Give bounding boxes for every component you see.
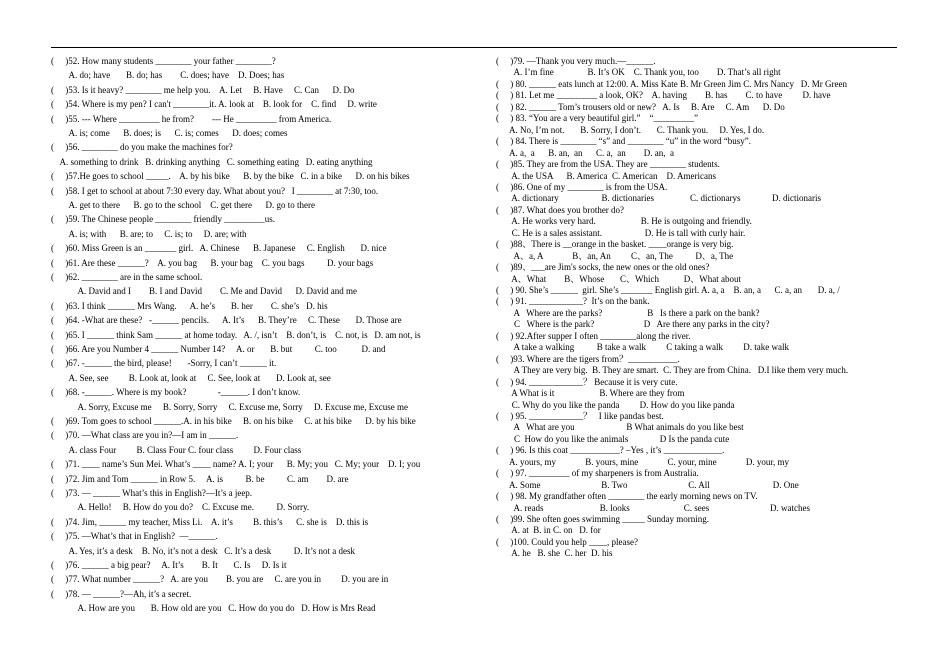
options-line: A. Some B. Two C. All D. One: [496, 479, 799, 490]
question-line: ( )59. The Chinese people ________ friendly _________us.: [51, 214, 276, 225]
question-line: ( )74. Jim, ______ my teacher, Miss Li. A. it’s B. this’s C. she is D. this is: [51, 516, 369, 527]
options-line: A. How are you B. How old are you C. How do you do D. How is Mrs Read: [51, 603, 376, 614]
question-line: ( ) 83. “You are a very beautiful girl.” “_________”: [496, 113, 699, 124]
question-line: ( )71. ____ name’s Sun Mei. What’s ____ name? A. I; your B. My; you C. My; your D. I; you: [51, 459, 421, 470]
options-line: A. class Four B. Class Four C. four class D. Four class: [51, 444, 302, 455]
options-line: A What are you B What animals do you like best: [496, 422, 744, 433]
question-line: ( ) 82. ______ Tom’s trousers old or new? A. Is B. Are C. Am D. Do: [496, 101, 785, 112]
question-line: ( )62. ________ are in the same school.: [51, 272, 203, 282]
options-line: A. Hello! B. How do you do? C. Excuse me. D. Sorry.: [51, 502, 310, 513]
options-line: A What is it B. Where are they from: [496, 388, 685, 399]
question-line: ( )88、There is __orange in the basket. ____orange is very big.: [496, 239, 734, 250]
question-line: ( )53. Is it heavy? ________ me help you. A. Let B. Have C. Can D. Do: [51, 84, 355, 95]
question-line: ( )64. -What are these? -______ pencils. A. It’s B. They’re C. These D. Those are: [51, 315, 402, 326]
question-line: ( )61. Are these ______? A. you bag B. your bag C. you bags D. your bags: [51, 257, 374, 268]
question-line: ( ) 95. ____________？ I like pandas best.: [496, 410, 664, 421]
question-line: ( ) 84. There is ________ “s” and ________ “u” in the word “busy”.: [496, 136, 752, 147]
options-line: C. He is a sales assistant. D. He is tall with curly hair.: [496, 227, 746, 238]
question-line: ( )100. Could you help ____, please?: [496, 536, 638, 547]
question-line: ( )99. She often goes swimming _____ Sunday morning.: [496, 514, 709, 524]
options-line: A. he B. she C. her D. his: [496, 548, 613, 559]
question-line: ( )70. —What class are you in?—I am in ______.: [51, 430, 239, 441]
question-line: ( )69. Tom goes to school ______.A. in his bike B. on his bike C. at his bike D. by his bike: [51, 416, 416, 426]
question-line: ( ) 96. Is this coat ___________? –Yes , it’s _____________.: [496, 445, 725, 456]
question-line: ( )72. Jim and Tom ______ in Row 5. A. is B. be C. am D. are: [51, 473, 349, 484]
question-line: ( )93. Where are the tigers from？___________.: [496, 353, 680, 364]
question-line: ( )67. -______ the bird, please! -Sorry, I can’t ______ it.: [51, 358, 277, 369]
question-line: ( )56. ________ do you make the machines for?: [51, 142, 233, 153]
options-line: A、a, A B、an, An C、an, The D、a, The: [496, 250, 734, 261]
question-line: ( )73. — ______ What’s this in English?—It’s a jeep.: [51, 488, 253, 498]
options-line: C How do you like the animals D Is the panda cute: [496, 433, 730, 444]
question-line: ( ) 92.After supper I often ________along the river.: [496, 330, 691, 341]
options-line: A. is; with B. are; to C. is; to D. are; with: [51, 228, 247, 239]
options-line: A. the USA B. America C. American D. Americans: [496, 170, 716, 181]
header-rule: [51, 47, 897, 48]
question-line: ( )77. What number ______? A. are you B. you are C. are you in D. you are in: [51, 574, 389, 585]
question-line: ( ) 81. Let me _________ a look, OK? A. having B. has C. to have D. have: [496, 90, 831, 101]
question-line: ( )68. -______. Where is my book? -______. I don’t know.: [51, 387, 301, 398]
question-line: ( ) 80. ______ eats lunch at 12:00. A. Miss Kate B. Mr Green Jim C. Mrs Nancy D. Mr Green: [496, 78, 847, 89]
options-line: A. He works very hard. B. He is outgoing and friendly.: [496, 216, 752, 227]
question-line: ( ) 94. ____________？ Because it is very cute.: [496, 376, 678, 387]
question-line: ( ) 97. _________ of my sharpeners is from Australia.: [496, 468, 699, 479]
options-line: A. David and I B. I and David C. Me and David D. David and me: [51, 286, 357, 297]
question-line: ( )75. —What’s that in English? —______.: [51, 531, 218, 542]
options-line: A. dictionary B. dictionaries C. dictionarys D. dictionaris: [496, 193, 821, 204]
options-line: C. Why do you like the panda D. How do you like panda: [496, 399, 735, 410]
options-line: A. I’m fine B. It’s OK C. Thank you, too D. That’s all right: [496, 67, 781, 78]
question-line: ( )57.He goes to school _____. A. by his bike B. by the bike C. in a bike D. on his bikes: [51, 171, 410, 182]
question-line: ( )55. --- Where _________ he from? --- He _________ from America.: [51, 113, 332, 124]
options-line: A. a, a B. an, an C. a, an D. an, a: [496, 147, 674, 158]
question-line: ( )76. ______ a big pear? A. It’s B. It C. Is D. Is it: [51, 560, 287, 570]
options-line: A Where are the parks? B Is there a park on the bank?: [496, 307, 760, 318]
question-line: ( )52. How many students ________ your father ________?: [51, 56, 276, 66]
options-line: A、What B、Whose C、Which D、What about: [496, 273, 741, 284]
question-line: ( )78. — ______?—Ah, it’s a secret.: [51, 588, 192, 599]
question-line: ( )86. One of my ________ is from the USA.: [496, 181, 668, 192]
options-line: A. reads B. looks C. sees D. watches: [496, 502, 810, 513]
options-line: A. See, see B. Look at, look at C. See, look at D. Look at, see: [51, 372, 331, 383]
options-line: A. something to drink B. drinking anything C. something eating D. eating anything: [51, 156, 373, 167]
question-line: ( )54. Where is my pen? I can't ________it. A. look at B. look for C. find D. write: [51, 99, 377, 110]
options-line: A. get to there B. go to the school C. get there D. go to there: [51, 200, 315, 210]
question-line: ( )58. I get to school at about 7:30 every day. What about you? I ________ at 7:30, too.: [51, 185, 379, 196]
question-line: ( )60. Miss Green is an _______ girl. A. Chinese B. Japanese C. English D. nice: [51, 243, 387, 254]
options-line: A They are very big. B. They are smart. C. They are from China. D.I like them very much.: [496, 365, 849, 376]
options-line: A take a walking B take a walk C taking a walk D. take walk: [496, 342, 789, 353]
question-line: ( ) 90. She’s ______ girl. She’s _______ English girl. A. a, a B. an, a C. a, an D. a, /: [496, 285, 840, 295]
question-line: ( )63. I think ______ Mrs Wang. A. he’s B. her C. she’s D. his: [51, 300, 328, 311]
question-line: ( ) 91. ____________? It’s on the bank.: [496, 296, 650, 307]
question-line: ( )66. Are you Number 4 ______ Number 14? A. or B. but C. too D. and: [51, 344, 386, 354]
options-line: A. yours, my B. yours, mine C. your, mine D. your, my: [496, 456, 790, 467]
options-line: A. is; come B. does; is C. is; comes D. does; comes: [51, 128, 288, 138]
options-line: A. at B. in C. on D. for: [496, 525, 601, 536]
options-line: A. Sorry, Excuse me B. Sorry, Sorry C. Excuse me, Sorry D. Excuse me, Excuse me: [51, 401, 409, 412]
options-line: A. Yes, it’s a desk B. No, it’s not a desk C. It’s a desk D. It’s not a desk: [51, 545, 355, 556]
question-line: ( )85. They are from the USA. They are ________ students.: [496, 159, 720, 170]
options-line: A. do; have B. do; has C. does; have D. Does; has: [51, 70, 285, 81]
options-line: A. No, I’m not. B. Sorry, I don’t. C. Thank you. D. Yes, I do.: [496, 124, 765, 135]
question-line: ( )79. —Thank you very much.—______.: [496, 56, 656, 66]
question-line: ( )65. I ______ think Sam ______ at home today. A. /, isn’t B. don’t, is C. not, is D. am not, is: [51, 329, 421, 340]
question-line: ( ) 98. My grandfather often ________ the early morning news on TV.: [496, 491, 758, 502]
question-line: ( )89、___are Jim's socks, the new ones or the old ones?: [496, 262, 710, 273]
question-line: ( )87. What does you brother do?: [496, 204, 625, 215]
options-line: C Where is the park? D Are there any parks in the city?: [496, 319, 770, 330]
